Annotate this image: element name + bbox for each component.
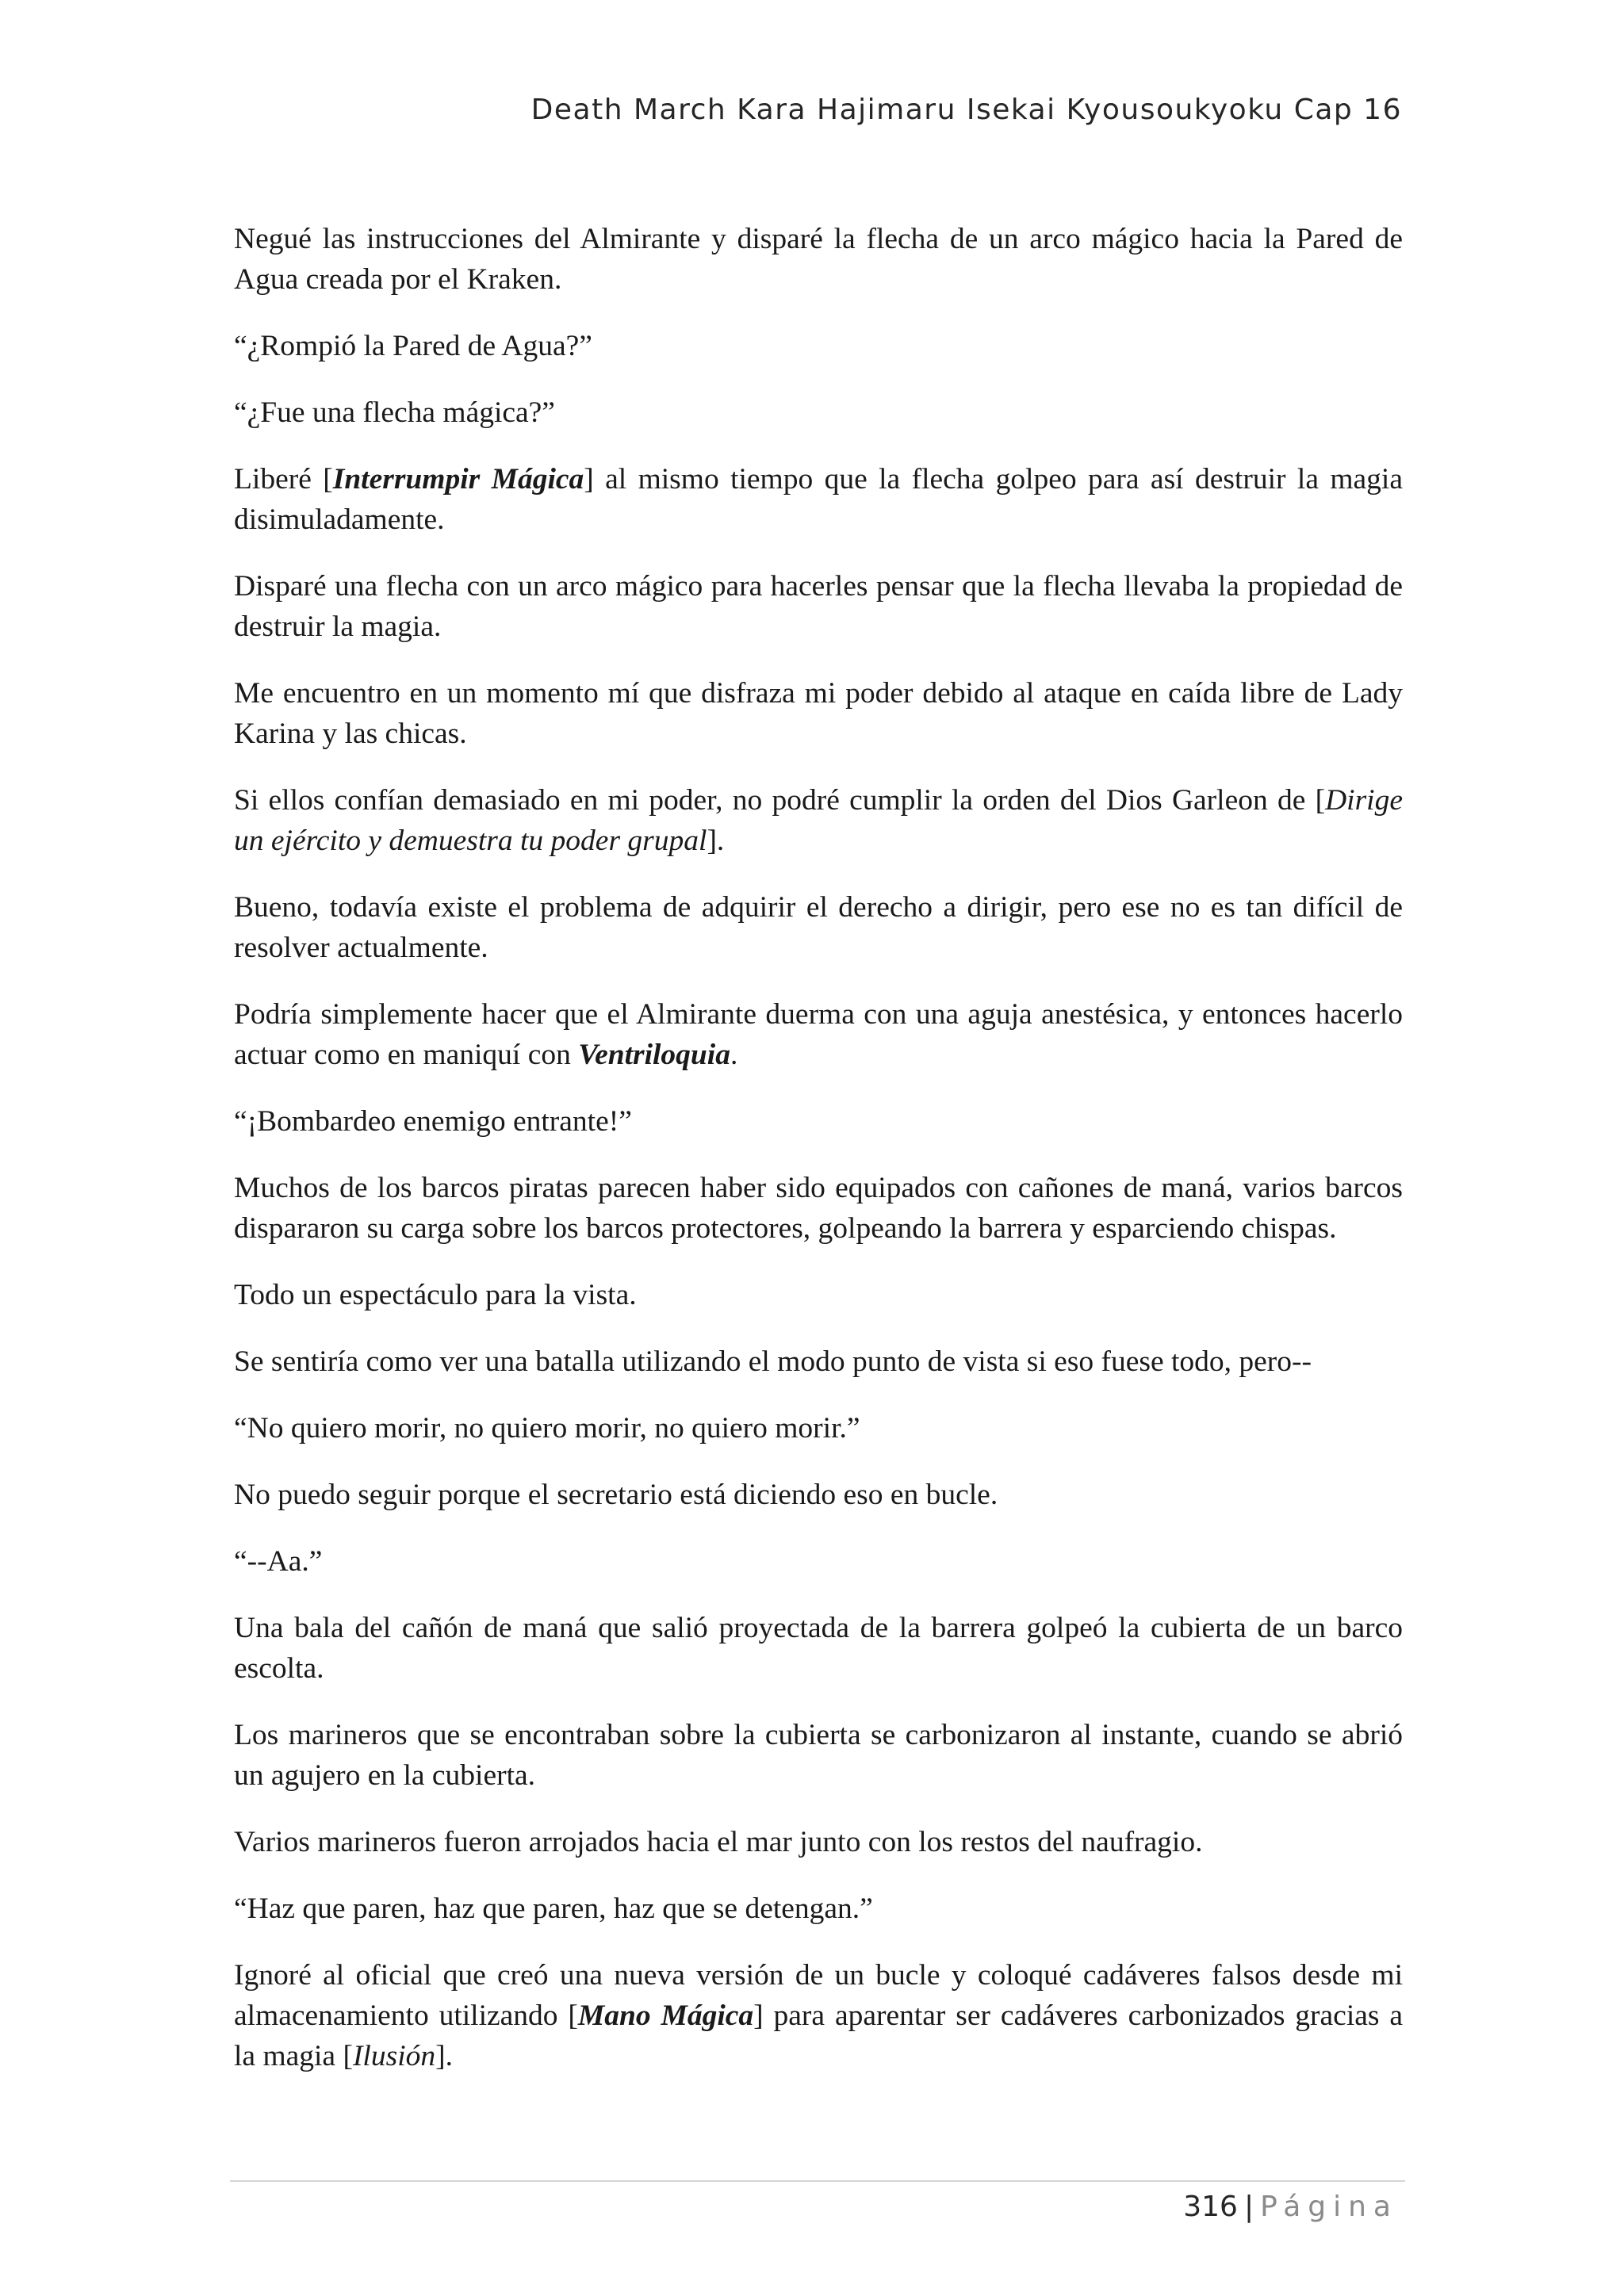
page-header-title: Death March Kara Hajimaru Isekai Kyousoukyoku Cap 16 [530,94,1402,126]
text-run: ]. [707,825,725,857]
footer-divider [230,2180,1405,2182]
paragraph: Negué las instrucciones del Almirante y disparé la flecha de un arco mágico hacia la Pared de Agua creada por el Kraken. [234,223,1403,296]
text-run: Ignoré al oficial que creó una nueva versión de un bucle y coloqué cadáveres falsos desde mi almacenamiento utilizando [ [234,1959,1403,2032]
dialogue-line: “¡Bombardeo enemigo entrante!” [234,1105,632,1138]
paragraph [234,780,1403,861]
text-run: Liberé [ [234,463,333,496]
text-run: ]. [435,2040,453,2072]
dialogue-line: “--Aa.” [234,1545,323,1578]
paragraph: Disparé una flecha con un arco mágico para hacerles pensar que la flecha llevaba la propiedad de destruir la magia. [234,570,1403,643]
paragraph: Una bala del cañón de maná que salió proyectada de la barrera golpeó la cubierta de un barco escolta. [234,1612,1403,1685]
dialogue-line: “¿Fue una flecha mágica?” [234,396,555,429]
skill-name: Ventriloquia [578,1039,730,1071]
chapter-body [234,219,1403,2103]
paragraph: Muchos de los barcos piratas parecen haber sido equipados con cañones de maná, varios barcos dispararon su carga sobre los barcos protectores, golpeando la barrera y esparciendo chispas. [234,1172,1403,1245]
paragraph: No puedo seguir porque el secretario está diciendo eso en bucle. [234,1479,998,1511]
paragraph: Bueno, todavía existe el problema de adquirir el derecho a dirigir, pero ese no es tan difícil de resolver actualmente. [234,891,1403,964]
skill-name: Interrumpir Mágica [332,463,584,496]
dialogue-line: “No quiero morir, no quiero morir, no quiero morir.” [234,1412,860,1445]
paragraph [234,1955,1403,2076]
text-run: Podría simplemente hacer que el Almirante duerma con una aguja anestésica, y entonces hacerlo actuar como en maniquí con [234,998,1403,1071]
paragraph: Se sentiría como ver una batalla utilizando el modo punto de vista si eso fuese todo, pero-- [234,1345,1312,1378]
spell-name: Ilusión [352,2040,436,2072]
text-run: ] para aparentar ser cadáveres carbonizados gracias a la magia [ [234,1999,1403,2072]
page-number: 316 [1183,2191,1238,2223]
skill-name: Mano Mágica [577,1999,754,2032]
paragraph: Los marineros que se encontraban sobre la cubierta se carbonizaron al instante, cuando se abrió un agujero en la cubierta. [234,1719,1403,1792]
dialogue-line: “Haz que paren, haz que paren, haz que se detengan.” [234,1892,873,1925]
page-label: Página [1260,2191,1398,2223]
dialogue-line: “¿Rompió la Pared de Agua?” [234,330,592,362]
paragraph: Me encuentro en un momento mí que disfraza mi poder debido al ataque en caída libre de Lady Karina y las chicas. [234,677,1403,750]
paragraph: Todo un espectáculo para la vista. [234,1279,637,1311]
paragraph: Varios marineros fueron arrojados hacia el mar junto con los restos del naufragio. [234,1826,1203,1858]
footer-separator: | [1243,2191,1254,2223]
text-run: . [730,1039,738,1071]
quest-name: Dirige un ejército y demuestra tu poder grupal [234,784,1403,857]
paragraph [234,994,1403,1075]
paragraph [234,459,1403,540]
text-run: Si ellos confían demasiado en mi poder, no podré cumplir la orden del Dios Garleon de [ [234,784,1326,817]
page-footer [1183,2191,1398,2223]
text-run: ] al mismo tiempo que la flecha golpeo para así destruir la magia disimuladamente. [234,463,1403,536]
